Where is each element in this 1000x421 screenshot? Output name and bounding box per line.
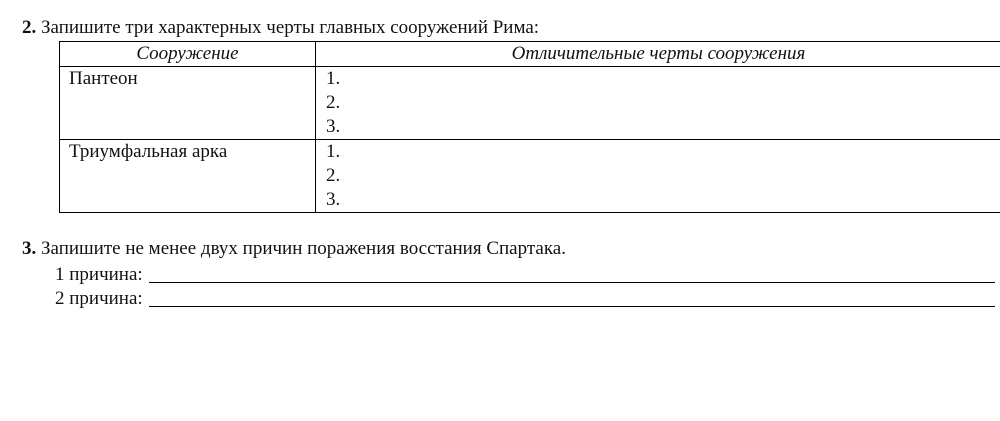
features-cell-triumphal-arch[interactable] [316, 140, 1000, 213]
reason-2-label: 2 причина: [55, 288, 143, 309]
question-2-number: 2. [22, 17, 37, 38]
question-3-text: Запишите не менее двух причин поражения восстания Спартака. [41, 238, 566, 259]
reason-1-label: 1 причина: [55, 264, 143, 285]
feature-item-1: 1. [326, 141, 341, 162]
question-3 [22, 238, 566, 260]
feature-item-1: 1. [326, 68, 341, 89]
feature-item-3: 3. [326, 116, 341, 137]
features-cell-pantheon[interactable] [316, 67, 1000, 140]
structures-table [59, 41, 1000, 213]
header-features: Отличительные черты сооружения [316, 42, 1000, 67]
question-2-text: Запишите три характерных черты главных сооружений Рима: [41, 17, 540, 38]
table-header-row [60, 42, 1000, 67]
table-row [60, 67, 1000, 140]
feature-item-3: 3. [326, 189, 341, 210]
reason-1-answer-blank[interactable] [149, 281, 995, 283]
feature-item-2: 2. [326, 92, 341, 113]
feature-item-2: 2. [326, 165, 341, 186]
structure-name-pantheon: Пантеон [60, 67, 316, 140]
question-2 [22, 17, 539, 39]
header-structure: Сооружение [60, 42, 316, 67]
structure-name-triumphal-arch: Триумфальная арка [60, 140, 316, 213]
reason-line-2 [55, 286, 995, 310]
reason-2-answer-blank[interactable] [149, 305, 995, 307]
reason-line-1 [55, 262, 995, 286]
table-row [60, 140, 1000, 213]
question-3-number: 3. [22, 238, 37, 259]
